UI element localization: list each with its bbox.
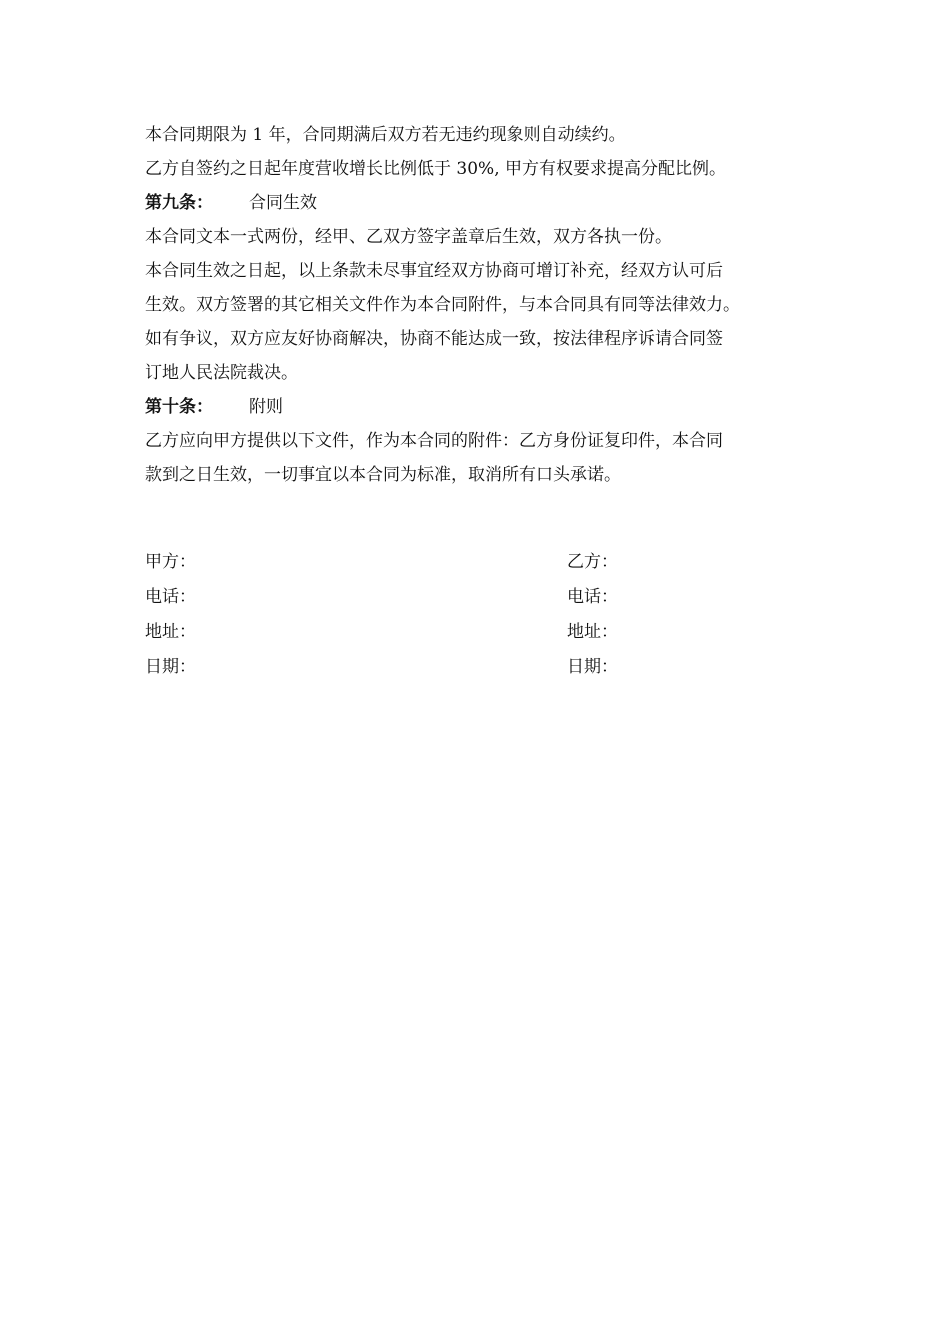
- article-10-line: 款到之日生效，一切事宜以本合同为标准，取消所有口头承诺。: [145, 465, 621, 485]
- party-a-phone-label: 电话：: [145, 587, 196, 607]
- article-9-line: 本合同生效之日起，以上条款未尽事宜经双方协商可增订补充，经双方认可后: [145, 261, 723, 281]
- party-b-label: 乙方：: [567, 552, 618, 572]
- party-a-label: 甲方：: [145, 552, 196, 572]
- signature-row-address: [145, 615, 825, 650]
- article-10-line: 乙方应向甲方提供以下文件，作为本合同的附件：乙方身份证复印件，本合同: [145, 431, 723, 451]
- article-9-line: 如有争议，双方应友好协商解决，协商不能达成一致，按法律程序诉请合同签: [145, 329, 723, 349]
- party-a-address-label: 地址：: [145, 622, 196, 642]
- article-9-heading: [145, 186, 825, 220]
- signature-row-date: [145, 650, 825, 685]
- party-a-date-label: 日期：: [145, 657, 196, 677]
- growth-paragraph: 乙方自签约之日起年度营收增长比例低于 30%, 甲方有权要求提高分配比例。: [145, 159, 726, 179]
- term-paragraph: 本合同期限为 1 年，合同期满后双方若无违约现象则自动续约。: [145, 125, 626, 145]
- party-b-phone-label: 电话：: [567, 587, 618, 607]
- party-b-address-label: 地址：: [567, 622, 618, 642]
- signature-row-phone: [145, 580, 825, 615]
- article-9-line: 订地人民法院裁决。: [145, 363, 298, 383]
- article-9-title: 合同生效: [249, 193, 317, 213]
- article-9-line: 本合同文本一式两份，经甲、乙双方签字盖章后生效，双方各执一份。: [145, 227, 672, 247]
- party-b-date-label: 日期：: [567, 657, 618, 677]
- article-10-heading: [145, 390, 825, 424]
- article-10-title: 附则: [249, 397, 283, 417]
- article-9-number: 第九条：: [145, 193, 213, 213]
- signature-block: [145, 545, 825, 685]
- signature-row-name: [145, 545, 825, 580]
- article-10-number: 第十条：: [145, 397, 213, 417]
- contract-body: [145, 118, 825, 492]
- article-9-line: 生效。双方签署的其它相关文件作为本合同附件，与本合同具有同等法律效力。: [145, 295, 740, 315]
